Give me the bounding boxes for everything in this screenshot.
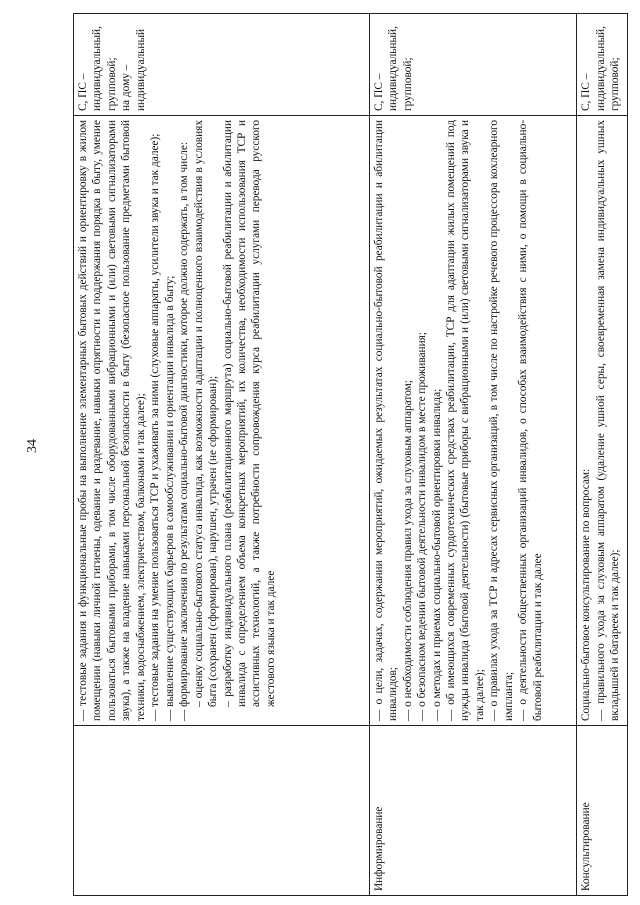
content-item: — об имеющихся современных сурдотехнических средствах реабилитации, ТСР для адаптации жилых помещений под нужды инвалида (бытовой деятельности) (бытовые приборы с вибрационными и (или) световыми сигнализаторами звука и так далее);	[445, 120, 486, 721]
content-item: — о цели, задачах, содержании мероприятий, ожидаемых результатах социально-бытовой реабилитации и абилитации инвалидов;	[372, 120, 400, 721]
page-number: 34	[25, 439, 40, 453]
content-item: — формирование заключения по результатам социально-бытовой диагностики, которое должно содержать, в том числе:	[178, 141, 191, 721]
content-item: — о безопасном ведении бытовой деятельности инвалидом в месте проживания;	[416, 332, 429, 721]
service-form-cell: С, ПС – индивидуальный, групповой; на дому – индивидуальный	[74, 14, 370, 116]
service-name-cell: Информирование	[369, 726, 577, 896]
service-content-cell	[74, 116, 370, 726]
service-content-cell	[369, 116, 577, 726]
service-form-cell: С, ПС – индивидуальный, групповой;	[577, 14, 628, 116]
content-subitem: – разработку индивидуального плана (реабилитационного маршрута) социально-бытовой реабилитации и абилитации инвалида с определением объема конкретных мероприятий, их количества, необходимости использования ТСР и ассистивных технологий, а также потребности сопровождения курса реабилитации услугами перевода русского жестового языка и так далее	[221, 120, 277, 707]
content-item: — тестовые задания и функциональные пробы на выполнение элементарных бытовых действий и ориентировку в жилом помещении (навыки личной гигиены, одевание и раздевание, навыки опрятности и поддержания порядка в быту, умение пользоваться бытовыми приборами, в том числе оборудованными вибрационными и (или) световыми сигнализаторами звука), а также на владение навыками персональной безопасности в быту (безопасное пользование предметами бытовой техники, водоснабжением, электричеством, балконами и так далее);	[77, 120, 147, 721]
service-name-cell: Консультирование	[577, 726, 628, 896]
content-item: Социально-бытовое консультирование по вопросам:	[580, 468, 593, 721]
content-item: — о методах и приемах социально-бытовой ориентировки инвалида;	[430, 388, 443, 721]
rehabilitation-table-page	[73, 14, 628, 896]
content-subitem: – оценку социально-бытового статуса инвалида, как возможности адаптации и полноценного взаимодействия в условиях быта (сохранен (сформирован), нарушен, утрачен (не сформирован);	[192, 120, 220, 707]
service-form-cell: С, ПС – индивидуальный, групповой;	[369, 14, 577, 116]
content-item: — выявление существующих барьеров в самообслуживании и ориентации инвалида в быту;	[163, 275, 176, 721]
table-row	[369, 14, 577, 896]
table-row	[577, 14, 628, 896]
content-item: — о необходимости соблюдения правил ухода за слуховым аппаратом;	[401, 380, 414, 721]
content-item: — о правилах ухода за ТСР и адресах сервисных организаций, в том числе по настройке речевого процессора кохлеарного импланта;	[488, 120, 515, 721]
content-item: — о деятельности общественных организаций инвалидов, о способах взаимодействия с ними, о помощи в социально-бытовой реабилитации и так далее	[517, 120, 544, 721]
services-table	[73, 13, 628, 896]
service-content-cell	[577, 116, 628, 726]
content-item: — тестовые задания на умение пользоваться ТСР и ухаживать за ними (слуховые аппараты, усилители звука и так далее);	[149, 133, 162, 721]
service-name-cell	[74, 726, 370, 896]
table-row	[74, 14, 370, 896]
content-item: — правильного ухода за слуховым аппаратом (удаление ушной серы, своевременная замена индивидуальных ушных вкладышей и батареек и так далее);	[594, 120, 622, 721]
